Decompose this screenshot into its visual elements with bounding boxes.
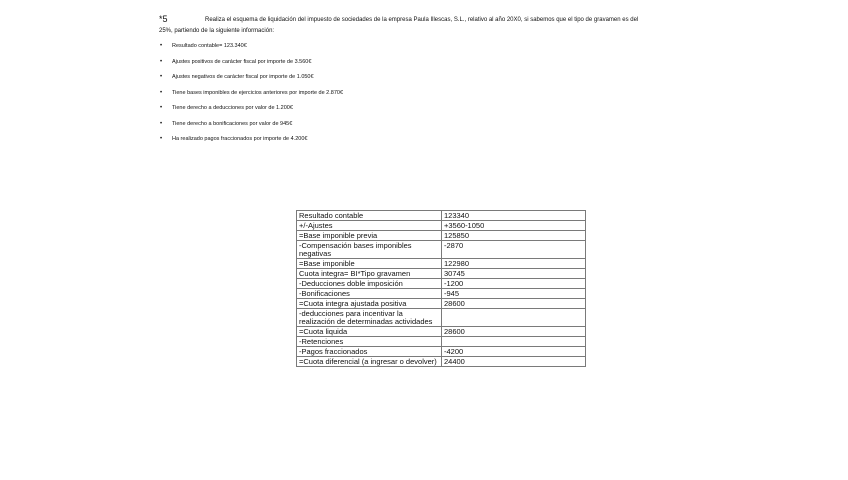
table-cell-concept: -Deducciones doble imposición [297,279,442,289]
table-cell-value: 123340 [442,211,586,221]
table-row [297,309,586,327]
list-item [159,120,343,136]
bullet-icon: • [160,43,163,49]
table-cell-concept: Cuota integra= BI*Tipo gravamen [297,269,442,279]
list-item-text: Resultado contable= 123.340€ [172,43,247,49]
list-item [159,73,343,89]
table-cell-value [442,309,586,327]
table-cell-concept: =Base imponible [297,259,442,269]
table-row [297,347,586,357]
exercise-statement-line-2: 25%, partiendo de la siguiente información: [159,28,275,34]
table-cell-concept: -Bonificaciones [297,289,442,299]
list-item [159,58,343,74]
list-item [159,135,343,151]
list-item-text: Tiene derecho a deducciones por valor de 1.200€ [172,105,293,111]
table-row [297,357,586,367]
list-item [159,42,343,58]
list-item-text: Ajustes positivos de carácter fiscal por importe de 3.560€ [172,58,312,65]
table-row [297,269,586,279]
list-item [159,104,343,120]
information-list [159,42,343,151]
table-cell-concept: -deducciones para incentivar la realización de determinadas actividades [297,309,442,327]
bullet-icon: • [160,74,163,80]
table-row [297,241,586,259]
table-cell-value: 30745 [442,269,586,279]
table-row [297,327,586,337]
table-cell-value: 125850 [442,231,586,241]
table-row [297,211,586,221]
table-row [297,337,586,347]
list-item-text: Tiene bases imponibles de ejercicios anteriores por importe de 2.870€ [172,89,344,96]
table-cell-value: 28600 [442,327,586,337]
table-cell-value: -2870 [442,241,586,259]
table-row [297,259,586,269]
list-item-text: Ajustes negativos de carácter fiscal por importe de 1.050€ [172,74,314,80]
table-cell-concept: Resultado contable [297,211,442,221]
table-cell-concept: =Cuota liquida [297,327,442,337]
exercise-number: *5 [159,14,168,24]
table-cell-concept: =Cuota integra ajustada positiva [297,299,442,309]
list-item-text: Ha realizado pagos fraccionados por importe de 4.200€ [172,136,308,142]
table-row [297,299,586,309]
list-item [159,89,343,105]
table-cell-concept: -Pagos fraccionados [297,347,442,357]
table-row [297,221,586,231]
table-row [297,289,586,299]
bullet-icon: • [160,136,163,142]
table-cell-value: 24400 [442,357,586,367]
table-cell-concept: =Base imponible previa [297,231,442,241]
table-cell-value: -4200 [442,347,586,357]
table-cell-value: +3560-1050 [442,221,586,231]
bullet-icon: • [160,58,163,65]
exercise-statement-line-1: Realiza el esquema de liquidación del impuesto de sociedades de la empresa Paula Illescas, S.L., relativo al año 20X0, si sabemos que el tipo de gravamen es del [205,17,639,23]
table-cell-concept: -Compensación bases imponibles negativas [297,241,442,259]
table-cell-value: -1200 [442,279,586,289]
table-row [297,231,586,241]
table-cell-value: -945 [442,289,586,299]
list-item-text: Tiene derecho a bonificaciones por valor de 945€ [172,120,293,127]
table-cell-concept: +/-Ajustes [297,221,442,231]
table-cell-concept: =Cuota diferencial (a ingresar o devolver) [297,357,442,367]
table-row [297,279,586,289]
table-cell-value: 122980 [442,259,586,269]
table-cell-value: 28600 [442,299,586,309]
tax-settlement-table [296,210,586,367]
bullet-icon: • [160,105,163,111]
bullet-icon: • [160,89,163,96]
table-cell-value [442,337,586,347]
bullet-icon: • [160,120,163,127]
table-cell-concept: -Retenciones [297,337,442,347]
